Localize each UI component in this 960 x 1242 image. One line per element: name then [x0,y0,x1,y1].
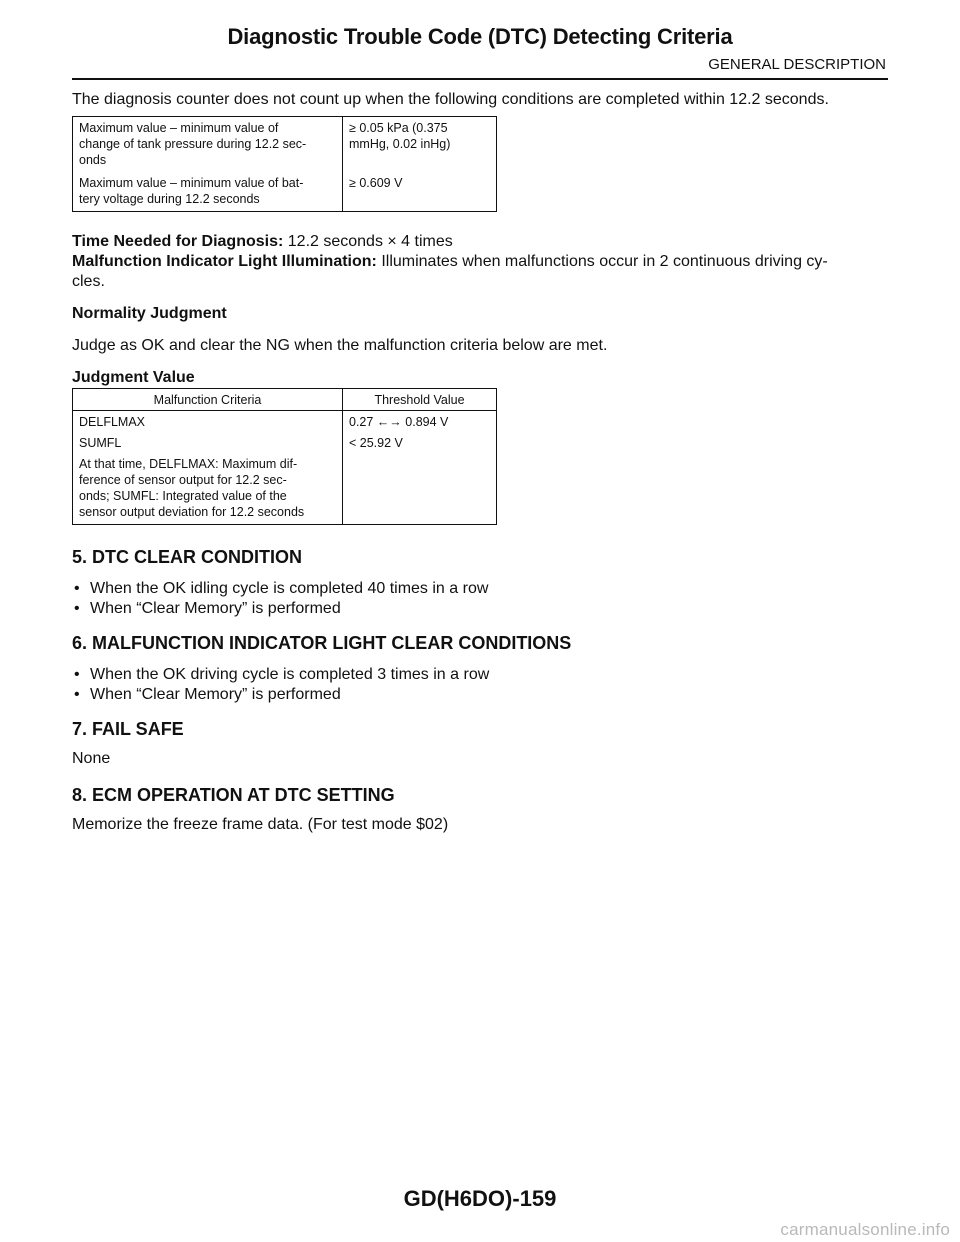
mil-line [72,252,888,272]
intro-paragraph: The diagnosis counter does not count up when the following conditions are completed within 12.2 seconds. [72,91,829,108]
cell-line: tery voltage during 12.2 seconds [79,192,260,206]
table-cell-criteria [73,411,343,525]
cell-line: 0.27 ←→ 0.894 V [349,415,449,429]
time-needed-line [72,232,888,252]
judgment-table [72,388,497,525]
conditions-table [72,116,497,212]
section-heading: 8. ECM OPERATION AT DTC SETTING [72,785,395,805]
column-header-threshold: Threshold Value [343,389,497,411]
mil-line-continued: cles. [72,273,105,290]
cell-line: < 25.92 V [349,436,403,450]
section-label: GENERAL DESCRIPTION [708,56,886,73]
table-cell-criteria [73,117,343,173]
watermark: carmanualsonline.info [780,1220,950,1239]
bullet-icon: • [74,666,80,683]
time-needed-value: 12.2 seconds × 4 times [287,233,453,250]
section-heading: 5. DTC CLEAR CONDITION [72,547,303,567]
section-text: None [72,750,111,767]
bullet-list [72,579,888,619]
cell-line: Maximum value – minimum value of [79,121,279,135]
list-item: • When the OK idling cycle is completed 40 times in a row [74,580,489,597]
bullet-list [72,665,888,705]
cell-line: DELFLMAX [79,415,145,429]
mil-value: Illuminates when malfunctions occur in 2 continuous driving cy- [381,253,828,270]
cell-line: mmHg, 0.02 inHg) [349,137,451,151]
section-text: Memorize the freeze frame data. (For test mode $02) [72,816,449,833]
section-heading: 6. MALFUNCTION INDICATOR LIGHT CLEAR CONDITIONS [72,633,572,653]
normality-heading: Normality Judgment [72,305,227,322]
mil-label: Malfunction Indicator Light Illumination: [72,253,377,270]
bullet-icon: • [74,580,80,597]
column-header-criteria: Malfunction Criteria [73,389,343,411]
list-item: • When the OK driving cycle is completed 3 times in a row [74,666,490,683]
table-cell-value [343,411,497,525]
cell-line: ≥ 0.05 kPa (0.375 [349,121,448,135]
page-number: GD(H6DO)-159 [403,1186,557,1211]
header-divider [72,78,888,80]
section-heading: 7. FAIL SAFE [72,719,184,739]
table-cell-criteria [73,172,343,212]
cell-line: SUMFL [79,436,122,450]
cell-line: onds; SUMFL: Integrated value of the [79,489,287,503]
table-cell-value [343,172,497,212]
table-header-row [73,389,497,411]
list-item: • When “Clear Memory” is performed [74,686,341,703]
document-body [72,90,888,835]
cell-line: sensor output deviation for 12.2 seconds [79,505,305,519]
cell-line: Maximum value – minimum value of bat- [79,176,304,190]
normality-text: Judge as OK and clear the NG when the malfunction criteria below are met. [72,337,608,354]
table-row [73,117,497,173]
cell-line: ≥ 0.609 V [349,176,403,190]
bullet-icon: • [74,600,80,617]
cell-line: ference of sensor output for 12.2 sec- [79,473,287,487]
page-title: Diagnostic Trouble Code (DTC) Detecting Criteria [227,24,733,49]
judgment-heading: Judgment Value [72,369,195,386]
table-row [73,411,497,525]
table-row [73,172,497,212]
cell-line: change of tank pressure during 12.2 sec- [79,137,307,151]
cell-line: At that time, DELFLMAX: Maximum dif- [79,457,298,471]
time-needed-label: Time Needed for Diagnosis: [72,233,284,250]
list-item: • When “Clear Memory” is performed [74,600,341,617]
bullet-icon: • [74,686,80,703]
table-cell-value [343,117,497,173]
cell-line: onds [79,153,107,167]
